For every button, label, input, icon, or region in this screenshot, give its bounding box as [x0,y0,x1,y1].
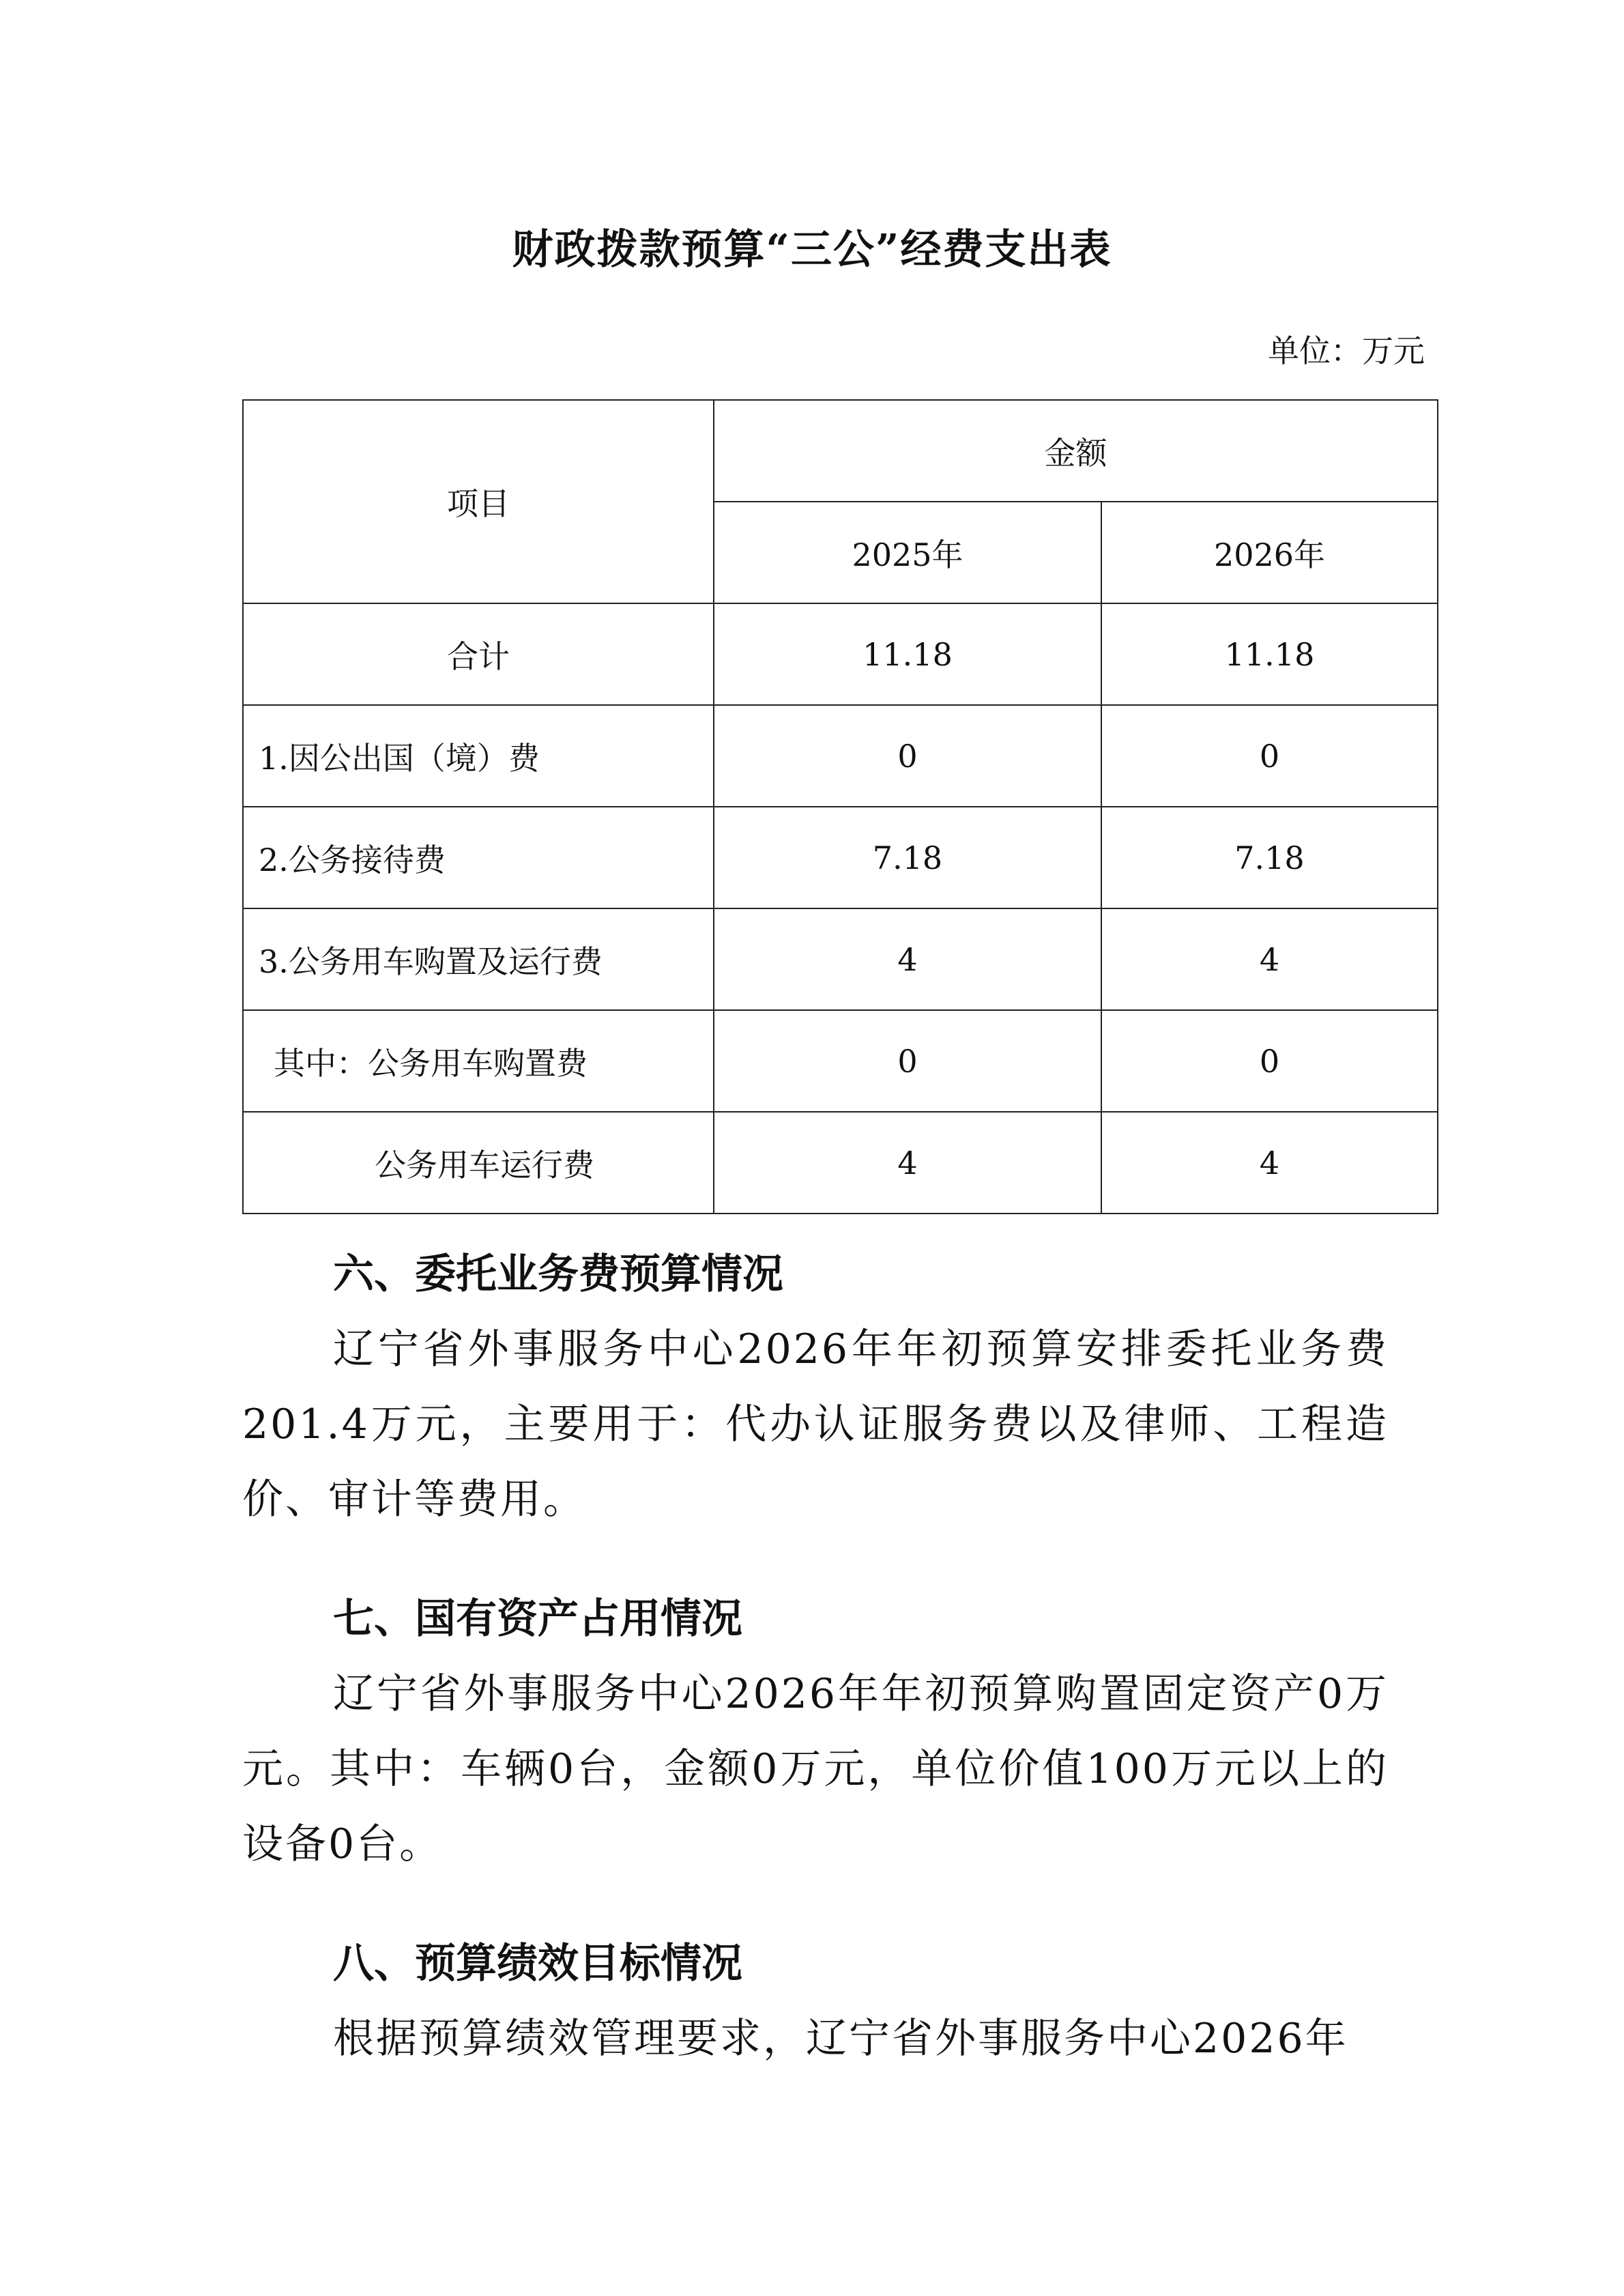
row-label: 2.公务接待费 [243,807,714,908]
row-label: 3.公务用车购置及运行费 [243,908,714,1010]
row-value-2025: 4 [714,1112,1101,1214]
row-label: 其中：公务用车购置费 [243,1010,714,1112]
section-paragraph: 辽宁省外事服务中心2026年年初预算安排委托业务费201.4万元，主要用于：代办认证服务费以及律师、工程造价、审计等费用。 [242,1325,1389,1523]
row-value-2026: 4 [1101,1112,1438,1214]
document-title: 财政拨款预算“三公”经费支出表 [512,226,1112,274]
row-value-2025: 4 [714,908,1101,1010]
table-row-total [243,603,1438,705]
section-heading: 七、国有资产占用情况 [333,1595,742,1643]
section-performance-goals [242,1926,1389,2076]
row-label: 公务用车运行费 [243,1112,714,1214]
row-value-2025: 0 [714,705,1101,807]
header-year-2026: 2026年 [1101,502,1438,603]
row-value-2025: 0 [714,1010,1101,1112]
section-state-assets [242,1581,1389,1882]
table-row-vehicle [243,908,1438,1010]
row-label: 合计 [243,603,714,705]
unit-label: 单位：万元 [1268,332,1425,369]
section-paragraph: 辽宁省外事服务中心2026年年初预算购置固定资产0万元。其中：车辆0台，金额0万元，单位价值100万元以上的设备0台。 [242,1670,1389,1868]
row-value-2026: 11.18 [1101,603,1438,705]
header-item-cell: 项目 [243,400,714,603]
row-label: 1.因公出国（境）费 [243,705,714,807]
section-heading: 八、预算绩效目标情况 [333,1940,742,1988]
table-row-vehicle-purchase [243,1010,1438,1112]
row-value-2025: 11.18 [714,603,1101,705]
table-row-overseas [243,705,1438,807]
table-row-vehicle-operation [243,1112,1438,1214]
row-value-2026: 0 [1101,1010,1438,1112]
header-amount-cell: 金额 [714,400,1438,502]
section-entrusted-business [242,1237,1389,1537]
row-value-2025: 7.18 [714,807,1101,908]
section-heading: 六、委托业务费预算情况 [333,1250,783,1298]
row-value-2026: 0 [1101,705,1438,807]
section-paragraph: 根据预算绩效管理要求，辽宁省外事服务中心2026年 [333,2015,1348,2063]
table-row-reception [243,807,1438,908]
row-value-2026: 7.18 [1101,807,1438,908]
row-value-2026: 4 [1101,908,1438,1010]
header-year-2025: 2025年 [714,502,1101,603]
three-public-expenses-table [242,399,1438,1214]
table-header-row [243,400,1438,502]
